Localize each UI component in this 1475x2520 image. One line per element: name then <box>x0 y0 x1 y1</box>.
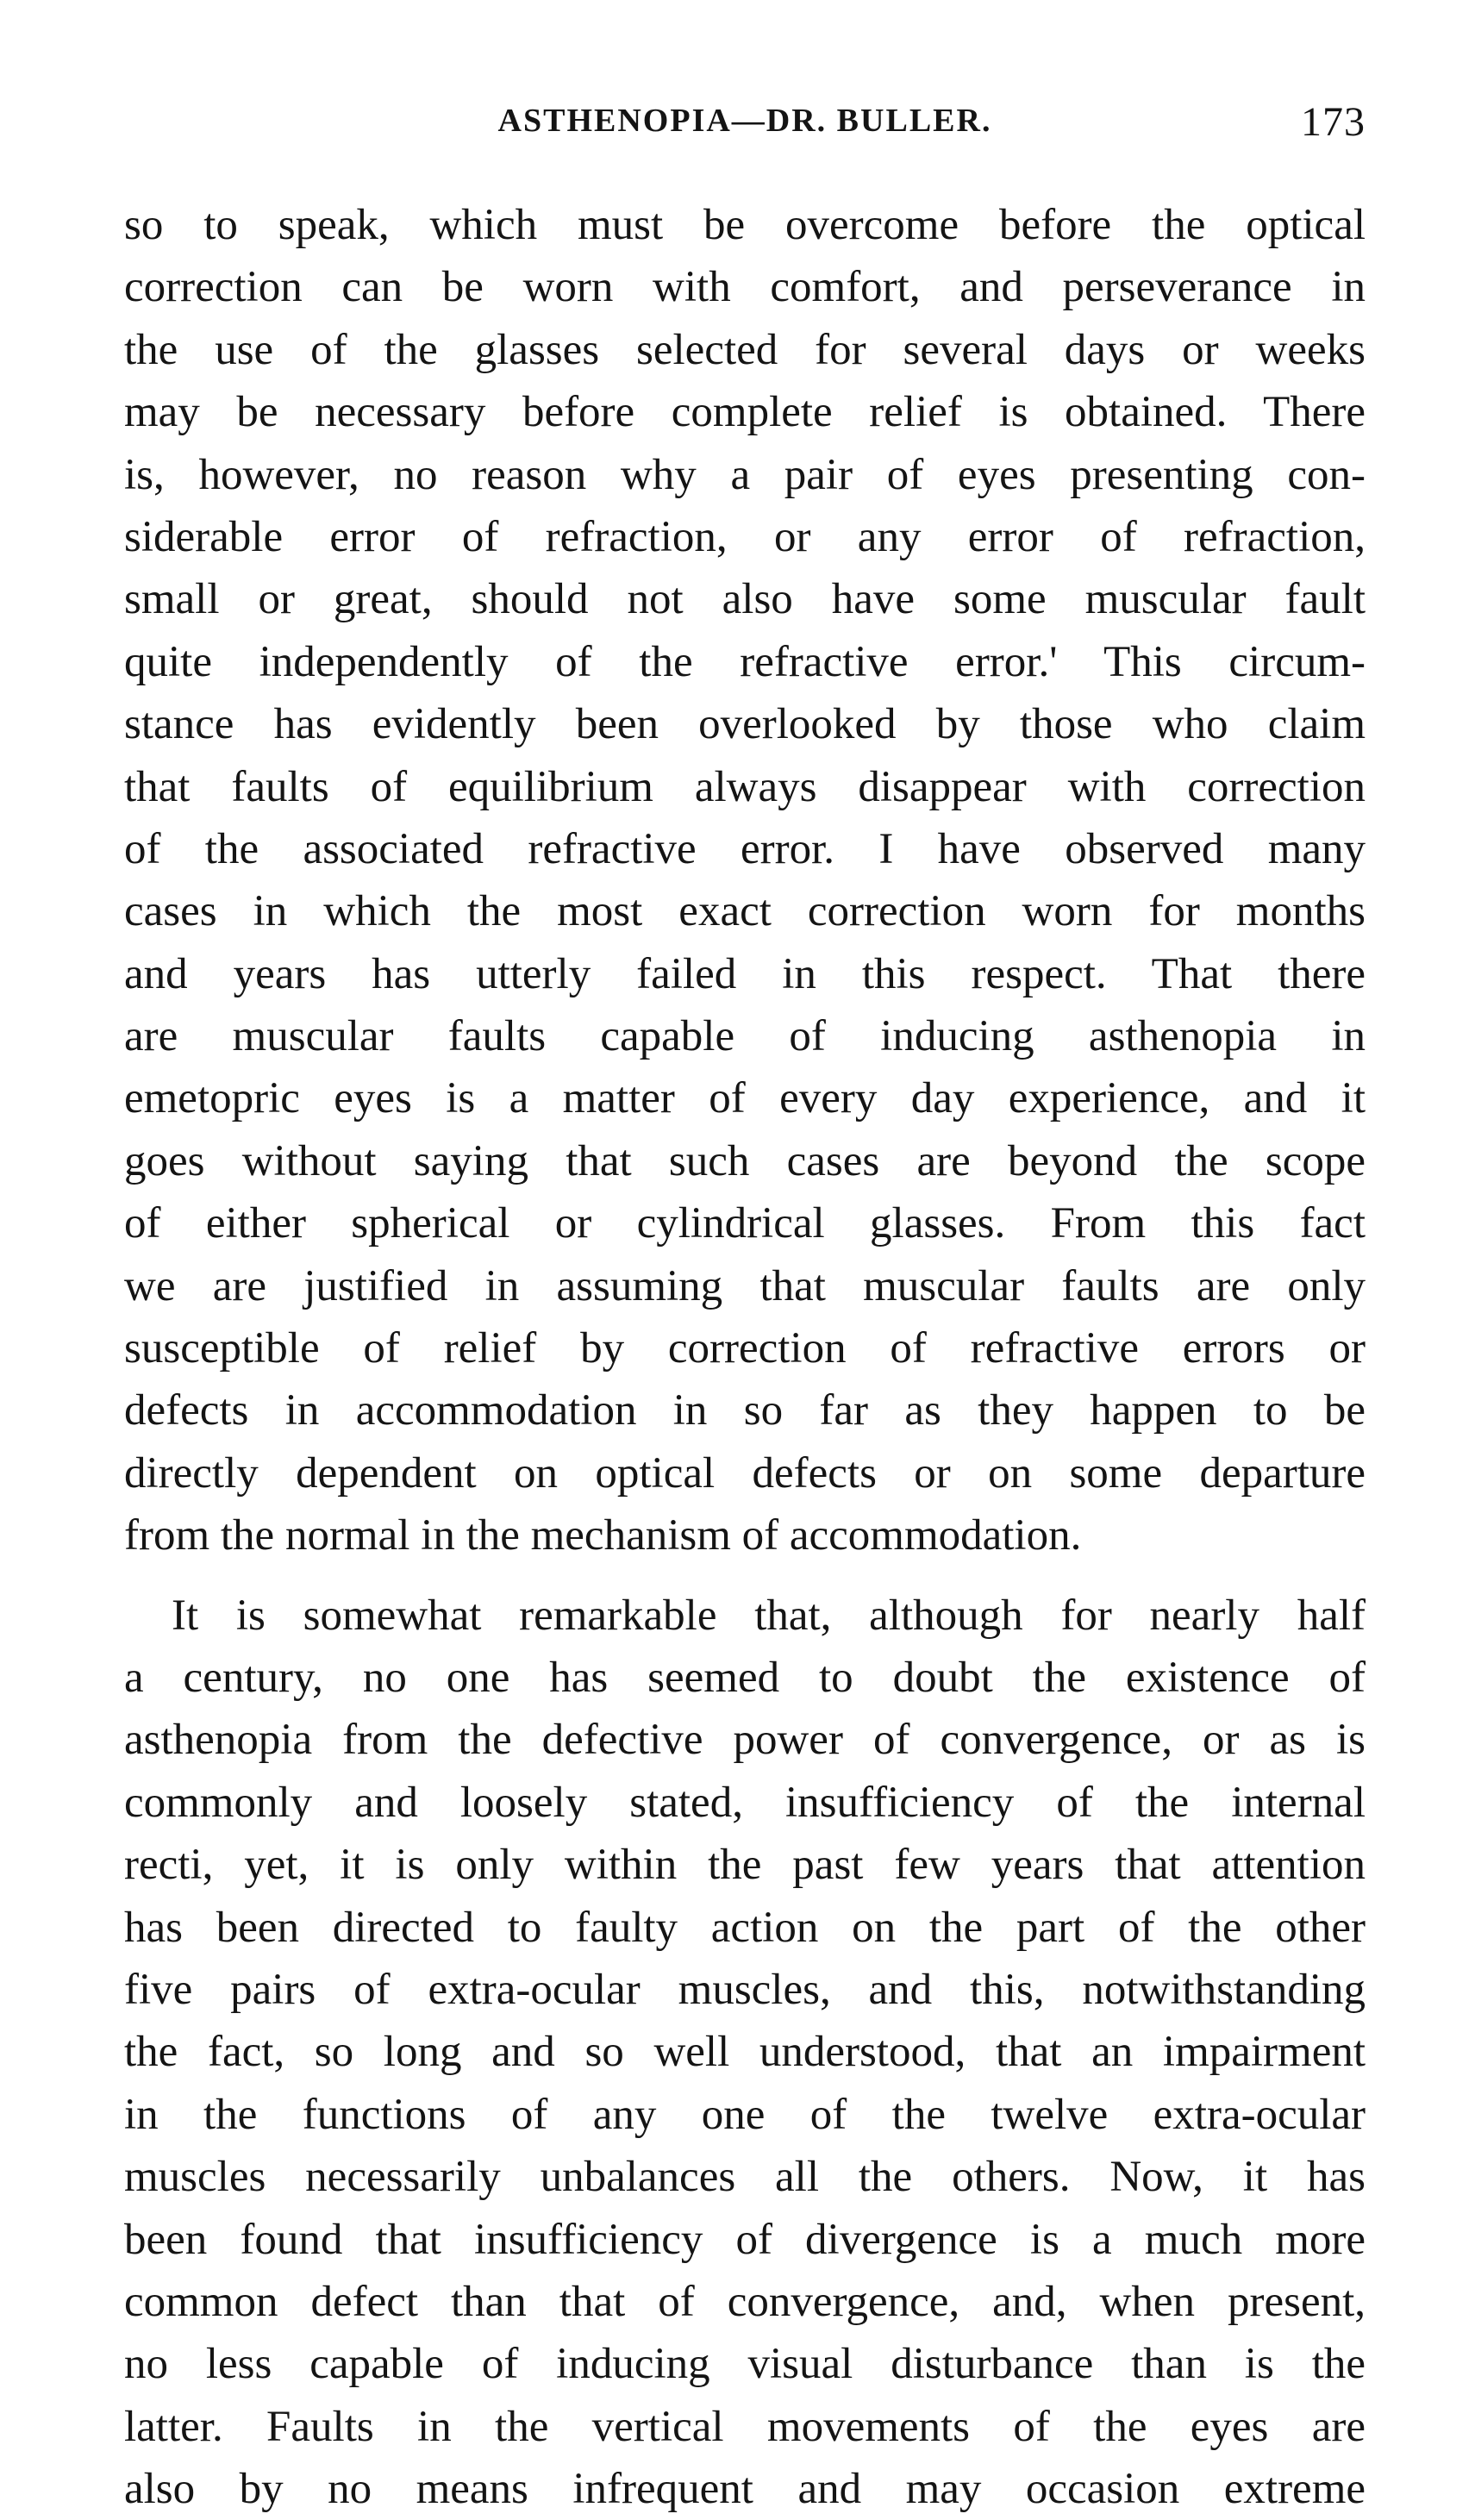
text-line: has been directed to faulty action on the part of the other <box>124 1903 1366 1952</box>
text-line: goes without saying that such cases are beyond the scope <box>124 1136 1366 1185</box>
body-text <box>124 194 1366 2520</box>
text-line: susceptible of relief by correction of refractive errors or <box>124 1324 1366 1373</box>
page-number: 173 <box>1301 99 1366 145</box>
text-line: small or great, should not also have some muscular fault <box>124 575 1366 624</box>
text-line: directly dependent on optical defects or on some departure <box>124 1448 1366 1498</box>
text-line: so to speak, which must be overcome before the optical <box>124 201 1366 249</box>
text-line: correction can be worn with comfort, and perseverance in <box>124 263 1366 312</box>
text-line: asthenopia from the defective power of convergence, or as is <box>124 1716 1366 1765</box>
text-line: emetopric eyes is a matter of every day experience, and it <box>124 1074 1366 1123</box>
text-line: been found that insufficiency of divergence is a much more <box>124 2215 1366 2264</box>
text-line: commonly and loosely stated, insufficiency of the internal <box>124 1778 1366 1827</box>
text-line: a century, no one has seemed to doubt the existence of <box>124 1653 1366 1702</box>
text-line: also by no means infrequent and may occasion extreme <box>124 2465 1366 2514</box>
text-line: of the associated refractive error. I have observed many <box>124 824 1366 873</box>
text-line: from the normal in the mechanism of accommodation. <box>124 1511 1082 1560</box>
text-line: recti, yet, it is only within the past few years that attention <box>124 1841 1366 1890</box>
paragraph-spacing <box>124 1567 1366 1585</box>
text-line: in the functions of any one of the twelve extra-ocular <box>124 2090 1366 2139</box>
text-line: muscles necessarily unbalances all the others. Now, it has <box>124 2153 1366 2202</box>
paragraph-1 <box>124 194 1366 1567</box>
text-line: stance has evidently been overlooked by those who claim <box>124 700 1366 749</box>
text-line: latter. Faults in the vertical movements of the eyes are <box>124 2402 1366 2451</box>
text-line: quite independently of the refractive error.' This circum- <box>124 637 1366 686</box>
running-title: ASTHENOPIA—DR. BULLER. <box>497 103 992 139</box>
text-line: common defect than that of convergence, and, when present, <box>124 2277 1366 2326</box>
text-line: five pairs of extra-ocular muscles, and this, notwithstanding <box>124 1965 1366 2014</box>
text-line: of either spherical or cylindrical glasses. From this fact <box>124 1199 1366 1248</box>
text-line: defects in accommodation in so far as they happen to be <box>124 1386 1366 1435</box>
text-line: no less capable of inducing visual disturbance than is the <box>124 2340 1366 2389</box>
text-line: we are justified in assuming that muscular faults are only <box>124 1261 1366 1310</box>
text-line: are muscular faults capable of inducing asthenopia in <box>124 1012 1366 1061</box>
text-line: cases in which the most exact correction worn for months <box>124 887 1366 936</box>
text-line: the use of the glasses selected for several days or weeks <box>124 325 1366 374</box>
text-line: and years has utterly failed in this respect. That there <box>124 949 1366 998</box>
text-line: It is somewhat remarkable that, although for nearly half <box>172 1591 1366 1640</box>
text-line: siderable error of refraction, or any error of refraction, <box>124 512 1366 561</box>
text-line: may be necessary before complete relief is obtained. There <box>124 388 1366 437</box>
text-line: is, however, no reason why a pair of eyes presenting con- <box>124 450 1366 499</box>
text-line: that faults of equilibrium always disappear with correction <box>124 762 1366 811</box>
text-line: the fact, so long and so well understood, that an impairment <box>124 2028 1366 2077</box>
paragraph-2 <box>124 1585 1366 2520</box>
running-head <box>124 99 1366 153</box>
